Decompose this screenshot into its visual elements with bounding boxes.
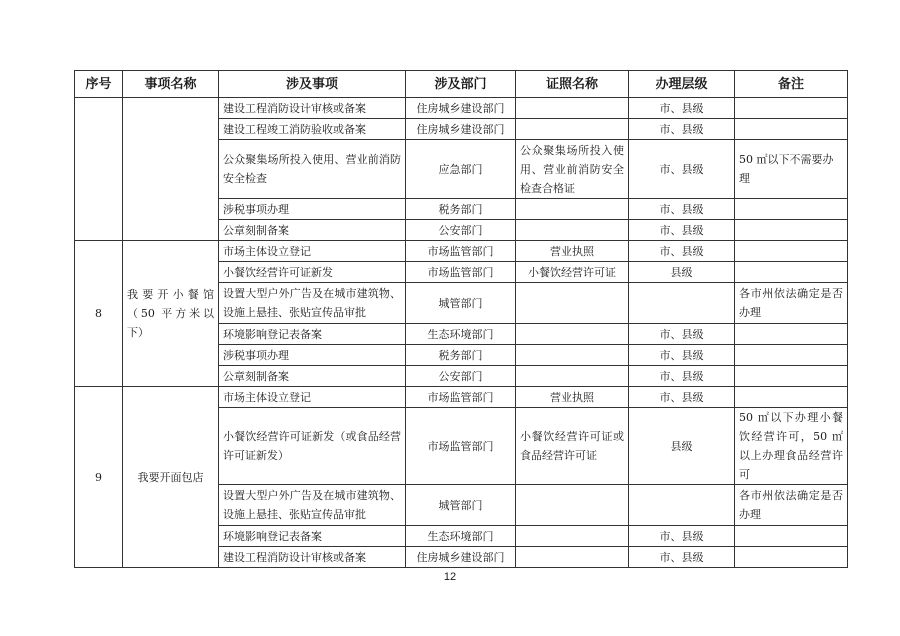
license-cell [516, 283, 629, 324]
level-cell: 县级 [629, 408, 735, 485]
note-cell: 50 ㎡以下不需要办理 [735, 140, 848, 199]
dept-cell: 市场监管部门 [406, 241, 516, 262]
level-cell: 市、县级 [629, 345, 735, 366]
name-cell: 我要开面包店 [123, 387, 219, 568]
item-cell: 公章刻制备案 [219, 220, 406, 241]
level-cell: 市、县级 [629, 387, 735, 408]
name-cell [123, 98, 219, 241]
dept-cell: 应急部门 [406, 140, 516, 199]
note-cell [735, 98, 848, 119]
document-page [74, 70, 847, 568]
level-cell [629, 283, 735, 324]
license-cell: 营业执照 [516, 387, 629, 408]
note-cell [735, 241, 848, 262]
item-cell: 建设工程竣工消防验收或备案 [219, 119, 406, 140]
note-cell [735, 345, 848, 366]
item-cell: 小餐饮经营许可证新发（或食品经营许可证新发） [219, 408, 406, 485]
dept-cell: 生态环境部门 [406, 324, 516, 345]
license-cell: 营业执照 [516, 241, 629, 262]
no-cell: 9 [75, 387, 123, 568]
license-cell [516, 366, 629, 387]
item-cell: 公章刻制备案 [219, 366, 406, 387]
dept-cell: 住房城乡建设部门 [406, 119, 516, 140]
license-cell [516, 324, 629, 345]
level-cell: 市、县级 [629, 199, 735, 220]
dept-cell: 市场监管部门 [406, 387, 516, 408]
header-level: 办理层级 [629, 71, 735, 98]
license-cell [516, 485, 629, 526]
license-cell [516, 119, 629, 140]
note-cell [735, 366, 848, 387]
license-cell [516, 526, 629, 547]
note-cell [735, 199, 848, 220]
dept-cell: 税务部门 [406, 345, 516, 366]
dept-cell: 市场监管部门 [406, 408, 516, 485]
item-cell: 设置大型户外广告及在城市建筑物、设施上悬挂、张贴宣传品审批 [219, 283, 406, 324]
item-cell: 公众聚集场所投入使用、营业前消防安全检查 [219, 140, 406, 199]
page-number: 12 [443, 571, 457, 583]
dept-cell: 生态环境部门 [406, 526, 516, 547]
level-cell: 市、县级 [629, 119, 735, 140]
header-note: 备注 [735, 71, 848, 98]
dept-cell: 市场监管部门 [406, 262, 516, 283]
no-cell: 8 [75, 241, 123, 387]
level-cell: 市、县级 [629, 366, 735, 387]
license-cell [516, 98, 629, 119]
item-cell: 涉税事项办理 [219, 345, 406, 366]
name-cell: 我要开小餐馆（50 平方米以下） [123, 241, 219, 387]
item-cell: 环境影响登记表备案 [219, 526, 406, 547]
level-cell [629, 485, 735, 526]
level-cell: 市、县级 [629, 526, 735, 547]
license-cell [516, 220, 629, 241]
license-cell [516, 547, 629, 568]
note-cell [735, 324, 848, 345]
note-cell [735, 547, 848, 568]
dept-cell: 住房城乡建设部门 [406, 98, 516, 119]
table-row [75, 387, 848, 408]
header-involved-item: 涉及事项 [219, 71, 406, 98]
header-license: 证照名称 [516, 71, 629, 98]
note-cell [735, 119, 848, 140]
note-cell: 各市州依法确定是否办理 [735, 485, 848, 526]
no-cell [75, 98, 123, 241]
level-cell: 市、县级 [629, 324, 735, 345]
service-items-table [74, 70, 848, 568]
note-cell [735, 220, 848, 241]
item-cell: 市场主体设立登记 [219, 387, 406, 408]
level-cell: 市、县级 [629, 241, 735, 262]
note-cell: 各市州依法确定是否办理 [735, 283, 848, 324]
header-department: 涉及部门 [406, 71, 516, 98]
item-cell: 设置大型户外广告及在城市建筑物、设施上悬挂、张贴宣传品审批 [219, 485, 406, 526]
level-cell: 市、县级 [629, 98, 735, 119]
dept-cell: 公安部门 [406, 366, 516, 387]
license-cell: 公众聚集场所投入使用、营业前消防安全检查合格证 [516, 140, 629, 199]
item-cell: 小餐饮经营许可证新发 [219, 262, 406, 283]
header-item-name: 事项名称 [123, 71, 219, 98]
header-no: 序号 [75, 71, 123, 98]
level-cell: 市、县级 [629, 547, 735, 568]
level-cell: 县级 [629, 262, 735, 283]
license-cell: 小餐饮经营许可证 [516, 262, 629, 283]
dept-cell: 城管部门 [406, 283, 516, 324]
item-cell: 涉税事项办理 [219, 199, 406, 220]
dept-cell: 城管部门 [406, 485, 516, 526]
table-row [75, 241, 848, 262]
license-cell [516, 345, 629, 366]
item-cell: 环境影响登记表备案 [219, 324, 406, 345]
table-header-row [75, 71, 848, 98]
level-cell: 市、县级 [629, 140, 735, 199]
item-cell: 建设工程消防设计审核或备案 [219, 98, 406, 119]
level-cell: 市、县级 [629, 220, 735, 241]
dept-cell: 公安部门 [406, 220, 516, 241]
dept-cell: 住房城乡建设部门 [406, 547, 516, 568]
license-cell: 小餐饮经营许可证或食品经营许可证 [516, 408, 629, 485]
note-cell [735, 387, 848, 408]
table-row [75, 98, 848, 119]
item-cell: 建设工程消防设计审核或备案 [219, 547, 406, 568]
note-cell: 50 ㎡以下办理小餐饮经营许可，50 ㎡以上办理食品经营许可 [735, 408, 848, 485]
note-cell [735, 526, 848, 547]
dept-cell: 税务部门 [406, 199, 516, 220]
note-cell [735, 262, 848, 283]
item-cell: 市场主体设立登记 [219, 241, 406, 262]
license-cell [516, 199, 629, 220]
